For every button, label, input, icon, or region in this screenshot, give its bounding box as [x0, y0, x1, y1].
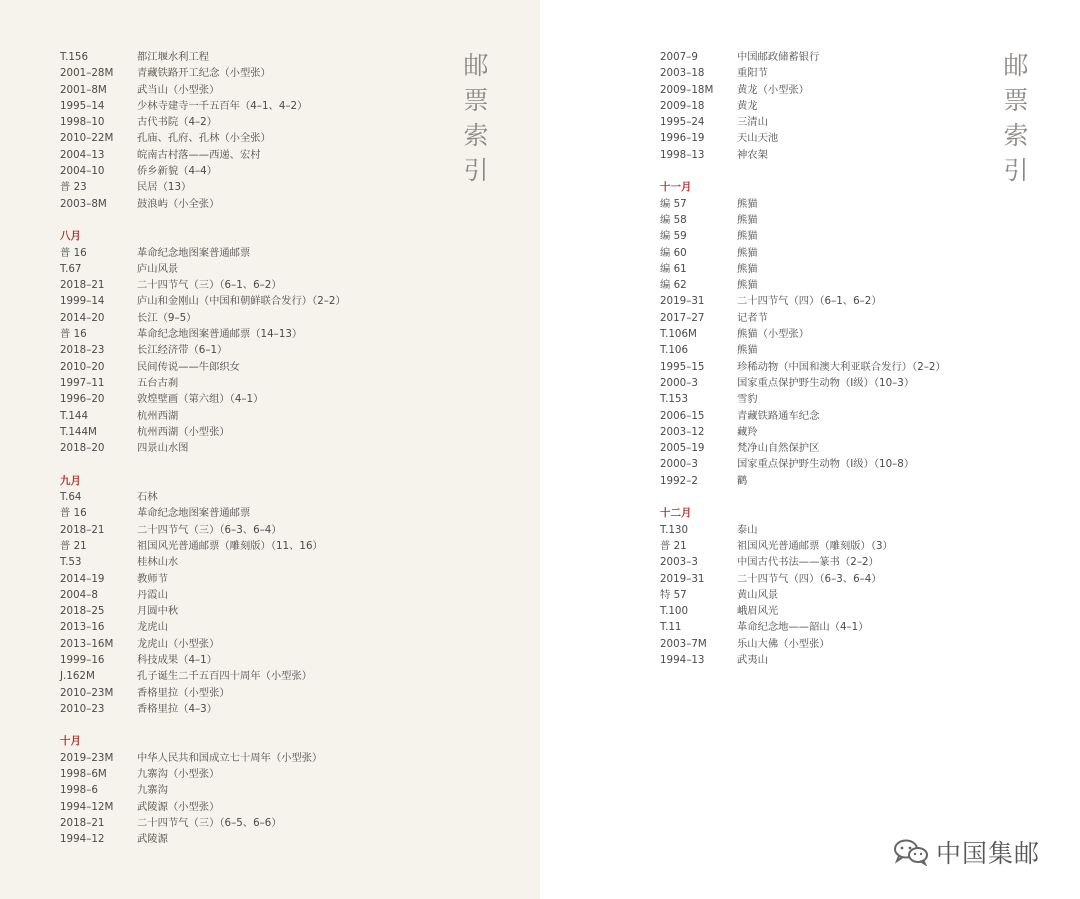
stamp-code: 2000–3 — [660, 458, 698, 471]
index-entry — [60, 147, 346, 163]
stamp-code: 2006–15 — [660, 409, 705, 422]
stamp-code: 普 16 — [60, 246, 87, 259]
stamp-title: 熊猫 — [737, 262, 758, 275]
stamp-title: 熊猫 — [737, 197, 758, 210]
stamp-title: 二十四节气（三）（6–3、6–4） — [137, 523, 282, 536]
stamp-title: 天山天池 — [737, 132, 779, 145]
stamp-code: T.130 — [660, 523, 688, 536]
stamp-title: 孔庙、孔府、孔林（小全张） — [137, 132, 271, 145]
side-title-char: 邮 — [1003, 51, 1029, 80]
month-heading: 八月 — [60, 230, 81, 243]
stamp-code: T.11 — [660, 621, 682, 634]
stamp-code: 1994–12M — [60, 800, 114, 813]
stamp-code: T.153 — [660, 393, 688, 406]
index-entry — [60, 114, 346, 130]
month-heading: 十一月 — [660, 181, 692, 194]
stamp-code: 2014–19 — [60, 572, 105, 585]
stamp-title: 杭州西湖 — [137, 409, 179, 422]
index-entry — [660, 310, 946, 326]
side-title-char: 索 — [1003, 121, 1029, 150]
index-entry — [60, 701, 346, 717]
stamp-code: 1998–13 — [660, 148, 705, 161]
index-entry — [60, 799, 346, 815]
stamp-code: 2019–31 — [660, 295, 705, 308]
stamp-code: 2018–21 — [60, 816, 105, 829]
wechat-watermark — [892, 834, 1040, 870]
stamp-title: 熊猫 — [737, 246, 758, 259]
stamp-code: 普 16 — [60, 507, 87, 520]
index-entry — [60, 310, 346, 326]
stamp-title: 神农架 — [737, 148, 768, 161]
stamp-title: 革命纪念地——韶山（4–1） — [737, 621, 869, 634]
stamp-code: 1994–13 — [660, 653, 705, 666]
stamp-code: 2014–20 — [60, 311, 105, 324]
index-entry — [660, 408, 946, 424]
index-entry — [660, 261, 946, 277]
stamp-title: 孔子诞生二千五百四十周年（小型张） — [137, 670, 313, 683]
stamp-code: 2010–22M — [60, 132, 114, 145]
stamp-title: 熊猫（小型张） — [737, 328, 810, 341]
stamp-code: 2013–16M — [60, 637, 114, 650]
side-title-left — [461, 48, 491, 188]
stamp-code: 编 59 — [660, 230, 687, 243]
stamp-code: T.100 — [660, 605, 688, 618]
stamp-title: 五台古刹 — [137, 376, 179, 389]
stamp-title: 国家重点保护野生动物（Ⅰ级）（10–3） — [737, 376, 915, 389]
stamp-title: 记者节 — [737, 311, 768, 324]
stamp-title: 藏羚 — [737, 425, 758, 438]
index-entry — [660, 571, 946, 587]
stamp-title: 科技成果（4–1） — [137, 653, 218, 666]
stamp-code: 1995–24 — [660, 116, 705, 129]
wechat-icon — [892, 838, 930, 866]
stamp-code: T.106M — [660, 328, 697, 341]
stamp-title: 青藏铁路开工纪念（小型张） — [137, 67, 271, 80]
index-entry — [660, 522, 946, 538]
index-entry — [660, 603, 946, 619]
stamp-title: 石林 — [137, 491, 158, 504]
stamp-title: 龙虎山（小型张） — [137, 637, 220, 650]
stamp-code: 特 57 — [660, 588, 687, 601]
month-heading: 十月 — [60, 735, 81, 748]
index-entry — [60, 163, 346, 179]
stamp-title: 青藏铁路通车纪念 — [737, 409, 820, 422]
stamp-code: 普 21 — [660, 539, 687, 552]
stamp-title: 二十四节气（四）（6–3、6–4） — [737, 572, 882, 585]
stamp-title: 中国古代书法——篆书（2–2） — [737, 556, 879, 569]
stamp-title: 龙虎山 — [137, 621, 168, 634]
index-entry — [60, 831, 346, 847]
stamp-code: 2018–23 — [60, 344, 105, 357]
stamp-title: 革命纪念地图案普通邮票（14–13） — [137, 328, 303, 341]
index-entry — [660, 554, 946, 570]
stamp-code: 普 21 — [60, 539, 87, 552]
stamp-code: 1995–14 — [60, 99, 105, 112]
stamp-code: 2018–21 — [60, 279, 105, 292]
stamp-code: 编 62 — [660, 279, 687, 292]
stamp-code: 2004–8 — [60, 588, 98, 601]
side-title-char: 索 — [463, 121, 489, 150]
stamp-title: 黄山风景 — [737, 588, 779, 601]
stamp-title: 祖国风光普通邮票（雕刻版）（11、16） — [137, 539, 323, 552]
stamp-code: 2009–18M — [660, 83, 714, 96]
stamp-code: T.156 — [60, 51, 88, 63]
stamp-title: 三清山 — [737, 116, 768, 129]
stamp-title: 香格里拉（4–3） — [137, 702, 218, 715]
stamp-title: 珍稀动物（中国和澳大利亚联合发行）（2–2） — [737, 360, 946, 373]
stamp-code: 1996–20 — [60, 393, 105, 406]
stamp-code: 2003–12 — [660, 425, 705, 438]
stamp-title: 庐山和金刚山（中国和朝鲜联合发行）（2–2） — [137, 295, 346, 308]
stamp-code: 1995–15 — [660, 360, 705, 373]
stamp-code: 2001–28M — [60, 67, 114, 80]
index-entry — [60, 782, 346, 798]
index-entry — [60, 668, 346, 684]
stamp-title: 二十四节气（三）（6–1、6–2） — [137, 279, 282, 292]
stamp-title: 香格里拉（小型张） — [137, 686, 230, 699]
index-entry — [660, 147, 946, 163]
stamp-title: 武陵源 — [137, 833, 168, 846]
index-entry — [60, 440, 346, 456]
index-entry — [60, 391, 346, 407]
watermark-text: 中国集邮 — [936, 839, 1041, 868]
index-entry — [60, 130, 346, 146]
index-entry — [60, 82, 346, 98]
stamp-code: 2018–21 — [60, 523, 105, 536]
stamp-code: T.144M — [60, 425, 97, 438]
stamp-title: 皖南古村落——西递、宏村 — [137, 148, 261, 161]
stamp-title: 革命纪念地图案普通邮票 — [137, 507, 251, 520]
side-title-char: 引 — [1003, 156, 1029, 185]
index-entry — [660, 326, 946, 342]
index-entry — [660, 375, 946, 391]
section-gap — [60, 212, 346, 228]
index-entry — [60, 571, 346, 587]
stamp-code: 编 61 — [660, 262, 687, 275]
stamp-code: 2004–13 — [60, 148, 105, 161]
index-entry — [60, 342, 346, 358]
stamp-code: 1999–16 — [60, 653, 105, 666]
stamp-code: 普 23 — [60, 181, 87, 194]
stamp-title: 中华人民共和国成立七十周年（小型张） — [137, 751, 323, 764]
index-entry — [60, 766, 346, 782]
index-entry — [660, 130, 946, 146]
stamp-code: 2019–31 — [660, 572, 705, 585]
stamp-title: 二十四节气（三）（6–5、6–6） — [137, 816, 282, 829]
stamp-title: 丹霞山 — [137, 588, 168, 601]
stamp-code: 编 58 — [660, 213, 687, 226]
stamp-title: 敦煌壁画（第六组）（4–1） — [137, 393, 264, 406]
stamp-code: 2007–9 — [660, 51, 698, 63]
index-entry — [660, 619, 946, 635]
index-entry — [660, 636, 946, 652]
stamp-title: 熊猫 — [737, 279, 758, 292]
side-title-char: 引 — [463, 156, 489, 185]
index-entry — [60, 65, 346, 81]
stamp-title: 黄龙（小型张） — [737, 83, 810, 96]
index-entry — [60, 652, 346, 668]
stamp-code: 2000–3 — [660, 376, 698, 389]
section-gap — [60, 717, 346, 733]
index-entry — [660, 49, 946, 65]
stamp-title: 乐山大佛（小型张） — [737, 637, 830, 650]
stamp-title: 杭州西湖（小型张） — [137, 425, 230, 438]
index-entry — [60, 359, 346, 375]
stamp-title: 九寨沟 — [137, 784, 168, 797]
right-page — [540, 0, 1080, 899]
stamp-code: 2019–23M — [60, 751, 114, 764]
index-entry — [60, 277, 346, 293]
stamp-title: 武当山（小型张） — [137, 83, 220, 96]
stamp-code: 1999–14 — [60, 295, 105, 308]
stamp-code: 1992–2 — [660, 474, 698, 487]
stamp-code: 2003–8M — [60, 197, 107, 210]
index-entry — [660, 342, 946, 358]
index-entry — [660, 293, 946, 309]
stamp-code: 2010–23 — [60, 702, 105, 715]
stamp-code: 2018–20 — [60, 442, 105, 455]
stamp-title: 熊猫 — [737, 213, 758, 226]
stamp-title: 武陵源（小型张） — [137, 800, 220, 813]
index-entry — [660, 538, 946, 554]
index-entry — [60, 245, 346, 261]
index-entry — [660, 65, 946, 81]
stamp-title: 四景山水图 — [137, 442, 189, 455]
stamp-title: 黄龙 — [737, 99, 758, 112]
stamp-title: 古代书院（4–2） — [137, 116, 218, 129]
index-entry — [60, 424, 346, 440]
stamp-code: 1998–6M — [60, 768, 107, 781]
stamp-code: 2001–8M — [60, 83, 107, 96]
index-entry — [60, 261, 346, 277]
stamp-title: 熊猫 — [737, 344, 758, 357]
stamp-code: 编 60 — [660, 246, 687, 259]
index-entry — [660, 652, 946, 668]
index-entry — [660, 82, 946, 98]
index-entry — [60, 554, 346, 570]
index-entry — [60, 815, 346, 831]
stamp-title: 鹳 — [737, 474, 748, 487]
side-title-char: 邮 — [463, 51, 489, 80]
stamp-title: 中国邮政储蓄银行 — [737, 51, 820, 63]
stamp-title: 熊猫 — [737, 230, 758, 243]
stamp-title: 雪豹 — [737, 393, 758, 406]
index-entry — [660, 114, 946, 130]
index-entry — [660, 196, 946, 212]
stamp-title: 少林寺建寺一千五百年（4–1、4–2） — [137, 99, 308, 112]
stamp-code: T.64 — [60, 491, 82, 504]
index-entry — [60, 489, 346, 505]
index-entry — [660, 228, 946, 244]
stamp-title: 国家重点保护野生动物（Ⅰ级）（10–8） — [737, 458, 915, 471]
side-title-right — [1001, 48, 1031, 188]
index-entry — [60, 505, 346, 521]
index-entry — [660, 587, 946, 603]
stamp-code: T.106 — [660, 344, 688, 357]
index-entry — [60, 196, 346, 212]
index-entry — [60, 636, 346, 652]
stamp-code: 2003–7M — [660, 637, 707, 650]
stamp-title: 泰山 — [737, 523, 758, 536]
index-entry — [60, 179, 346, 195]
stamp-title: 鼓浪屿（小全张） — [137, 197, 220, 210]
side-title-char: 票 — [463, 86, 489, 115]
stamp-code: 2005–19 — [660, 442, 705, 455]
stamp-title: 重阳节 — [737, 67, 768, 80]
stamp-code: T.53 — [60, 556, 82, 569]
stamp-title: 桂林山水 — [137, 556, 179, 569]
stamp-code: 1997–11 — [60, 376, 105, 389]
stamp-title: 庐山风景 — [137, 262, 179, 275]
stamp-title: 民居（13） — [137, 181, 192, 194]
stamp-code: 2003–3 — [660, 556, 698, 569]
month-heading: 九月 — [60, 474, 81, 487]
stamp-title: 民间传说——牛郎织女 — [137, 360, 240, 373]
section-gap — [660, 489, 946, 505]
index-entry — [660, 212, 946, 228]
index-entry — [660, 473, 946, 489]
stamp-code: 编 57 — [660, 197, 687, 210]
index-entry — [60, 685, 346, 701]
side-title-char: 票 — [1003, 86, 1029, 115]
index-entry — [660, 359, 946, 375]
index-entry — [660, 424, 946, 440]
index-entry — [60, 98, 346, 114]
month-heading: 十二月 — [660, 507, 692, 520]
section-gap — [60, 456, 346, 472]
stamp-code: 2009–18 — [660, 99, 705, 112]
index-entry — [660, 391, 946, 407]
index-entry — [60, 375, 346, 391]
stamp-title: 都江堰水利工程 — [137, 51, 210, 63]
index-entry — [60, 522, 346, 538]
stamp-code: 1996–19 — [660, 132, 705, 145]
stamp-title: 长江经济带（6–1） — [137, 344, 228, 357]
index-entry — [660, 245, 946, 261]
stamp-index-list-left — [60, 49, 346, 848]
stamp-code: 2017–27 — [660, 311, 705, 324]
section-gap — [660, 163, 946, 179]
stamp-code: 2004–10 — [60, 165, 105, 178]
index-entry — [60, 750, 346, 766]
stamp-title: 二十四节气（四）（6–1、6–2） — [737, 295, 882, 308]
stamp-code: 1994–12 — [60, 833, 105, 846]
stamp-code: 2010–23M — [60, 686, 114, 699]
stamp-title: 月圆中秋 — [137, 605, 179, 618]
stamp-title: 九寨沟（小型张） — [137, 768, 220, 781]
index-entry — [660, 456, 946, 472]
stamp-code: 2010–20 — [60, 360, 105, 373]
stamp-title: 梵净山自然保护区 — [737, 442, 820, 455]
index-entry — [660, 98, 946, 114]
stamp-index-list-right — [660, 49, 946, 668]
stamp-code: 普 16 — [60, 328, 87, 341]
index-entry — [660, 277, 946, 293]
index-entry — [60, 619, 346, 635]
index-entry — [60, 293, 346, 309]
stamp-code: T.144 — [60, 409, 88, 422]
stamp-code: 2018–25 — [60, 605, 105, 618]
index-entry — [60, 587, 346, 603]
index-entry — [660, 440, 946, 456]
stamp-code: 1998–6 — [60, 784, 98, 797]
index-entry — [60, 408, 346, 424]
stamp-title: 峨眉风光 — [737, 605, 779, 618]
index-entry — [60, 49, 346, 65]
stamp-code: 2003–18 — [660, 67, 705, 80]
stamp-title: 长江（9–5） — [137, 311, 197, 324]
stamp-code: 1998–10 — [60, 116, 105, 129]
stamp-title: 革命纪念地图案普通邮票 — [137, 246, 251, 259]
index-entry — [60, 538, 346, 554]
index-entry — [60, 326, 346, 342]
stamp-code: 2013–16 — [60, 621, 105, 634]
stamp-title: 祖国风光普通邮票（雕刻版）（3） — [737, 539, 893, 552]
stamp-code: J.162M — [60, 670, 95, 683]
stamp-code: T.67 — [60, 262, 82, 275]
stamp-title: 武夷山 — [737, 653, 768, 666]
index-entry — [60, 603, 346, 619]
stamp-title: 侨乡新貌（4–4） — [137, 165, 218, 178]
stamp-title: 教师节 — [137, 572, 168, 585]
